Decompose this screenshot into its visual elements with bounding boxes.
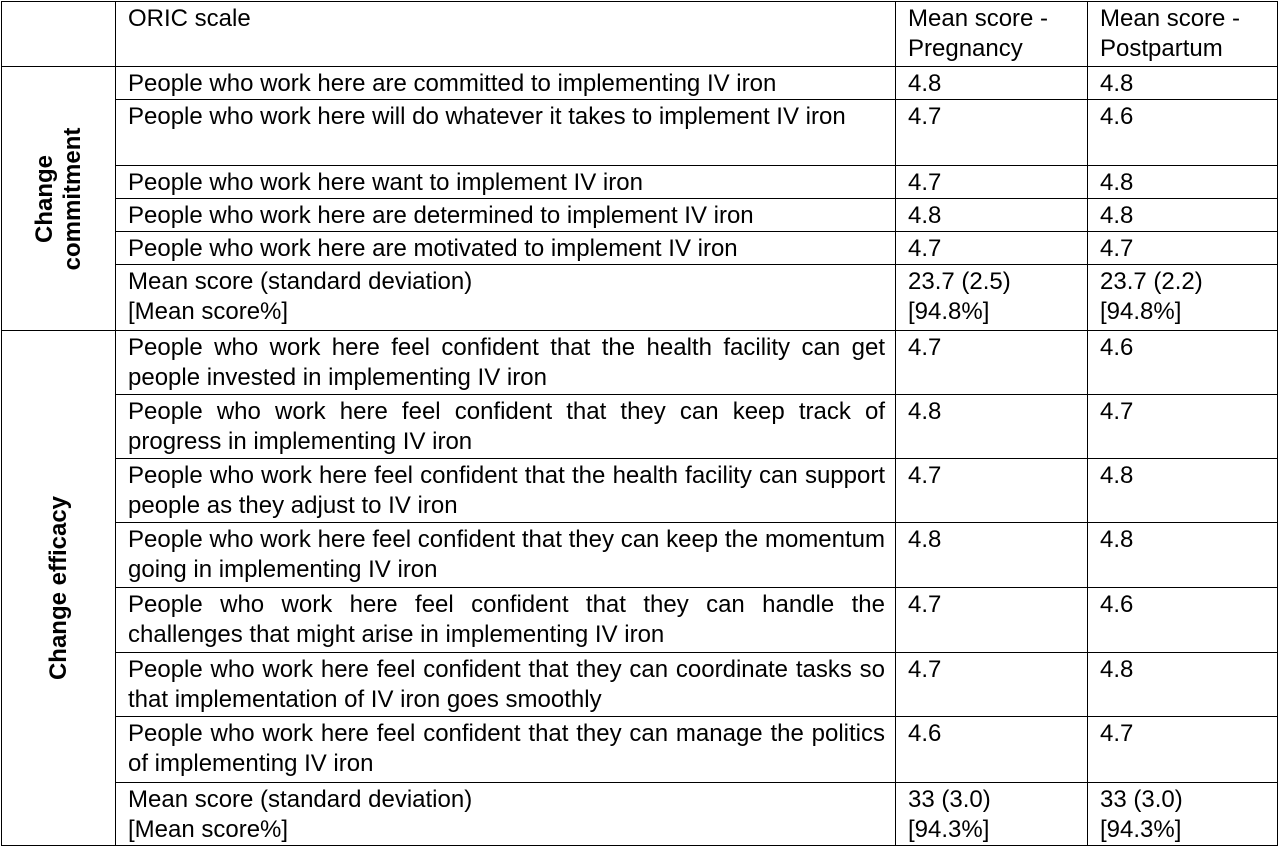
summary-postpartum: 23.7 (2.2) [94.8%]: [1088, 265, 1278, 331]
postpartum-score: 4.8: [1088, 67, 1278, 100]
summary-label: Mean score (standard deviation) [Mean score%]: [116, 265, 896, 331]
postpartum-score: 4.6: [1088, 588, 1278, 653]
pregnancy-score: 4.8: [896, 395, 1088, 459]
postpartum-score: 4.7: [1088, 232, 1278, 265]
pregnancy-score: 4.7: [896, 166, 1088, 199]
pregnancy-score: 4.7: [896, 653, 1088, 717]
pregnancy-score: 4.8: [896, 67, 1088, 100]
pregnancy-score: 4.7: [896, 100, 1088, 166]
table-row: [2, 459, 1278, 523]
item-text: People who work here feel confident that they can coordinate tasks so that implementation of IV iron goes smoothly: [116, 653, 896, 717]
pregnancy-score: 4.8: [896, 523, 1088, 588]
summary-pregnancy: 33 (3.0) [94.3%]: [896, 783, 1088, 846]
table-row: [2, 67, 1278, 100]
table-row: [2, 100, 1278, 166]
item-text: People who work here feel confident that they can keep the momentum going in implementing IV iron: [116, 523, 896, 588]
postpartum-score: 4.8: [1088, 653, 1278, 717]
group-label-change-commitment: [2, 67, 116, 331]
summary-pregnancy: 23.7 (2.5) [94.8%]: [896, 265, 1088, 331]
item-text: People who work here are committed to implementing IV iron: [116, 67, 896, 100]
pregnancy-score: 4.8: [896, 199, 1088, 232]
item-text: People who work here want to implement IV iron: [116, 166, 896, 199]
header-scale: ORIC scale: [116, 2, 896, 67]
item-text: People who work here are motivated to implement IV iron: [116, 232, 896, 265]
summary-postpartum: 33 (3.0) [94.3%]: [1088, 783, 1278, 846]
item-text: People who work here feel confident that they can manage the politics of implementing IV iron: [116, 717, 896, 783]
table-row: [2, 331, 1278, 395]
pregnancy-score: 4.7: [896, 459, 1088, 523]
table-row: [2, 653, 1278, 717]
group-label-text: Change efficacy: [44, 495, 72, 681]
postpartum-score: 4.8: [1088, 459, 1278, 523]
pregnancy-score: 4.7: [896, 331, 1088, 395]
oric-table: [1, 1, 1278, 846]
postpartum-score: 4.7: [1088, 395, 1278, 459]
postpartum-score: 4.8: [1088, 199, 1278, 232]
pregnancy-score: 4.7: [896, 588, 1088, 653]
table-row: [2, 199, 1278, 232]
table-row: [2, 717, 1278, 783]
postpartum-score: 4.8: [1088, 523, 1278, 588]
table-row: [2, 588, 1278, 653]
postpartum-score: 4.8: [1088, 166, 1278, 199]
table-row: [2, 166, 1278, 199]
header-row: [2, 2, 1278, 67]
item-text: People who work here are determined to implement IV iron: [116, 199, 896, 232]
item-text: People who work here feel confident that the health facility can support people as they adjust to IV iron: [116, 459, 896, 523]
postpartum-score: 4.7: [1088, 717, 1278, 783]
pregnancy-score: 4.7: [896, 232, 1088, 265]
group-label-text: Change commitment: [30, 127, 86, 270]
postpartum-score: 4.6: [1088, 331, 1278, 395]
table-row: [2, 395, 1278, 459]
header-postpartum: Mean score - Postpartum: [1088, 2, 1278, 67]
header-blank-cell: [2, 2, 116, 67]
summary-label: Mean score (standard deviation) [Mean score%]: [116, 783, 896, 846]
item-text: People who work here feel confident that the health facility can get people invested in implementing IV iron: [116, 331, 896, 395]
table-row: [2, 523, 1278, 588]
postpartum-score: 4.6: [1088, 100, 1278, 166]
group-label-change-efficacy: [2, 331, 116, 846]
summary-row: [2, 265, 1278, 331]
pregnancy-score: 4.6: [896, 717, 1088, 783]
item-text: People who work here will do whatever it takes to implement IV iron: [116, 100, 896, 166]
table-row: [2, 232, 1278, 265]
header-pregnancy: Mean score - Pregnancy: [896, 2, 1088, 67]
item-text: People who work here feel confident that they can keep track of progress in implementing IV iron: [116, 395, 896, 459]
item-text: People who work here feel confident that they can handle the challenges that might arise in implementing IV iron: [116, 588, 896, 653]
summary-row: [2, 783, 1278, 846]
